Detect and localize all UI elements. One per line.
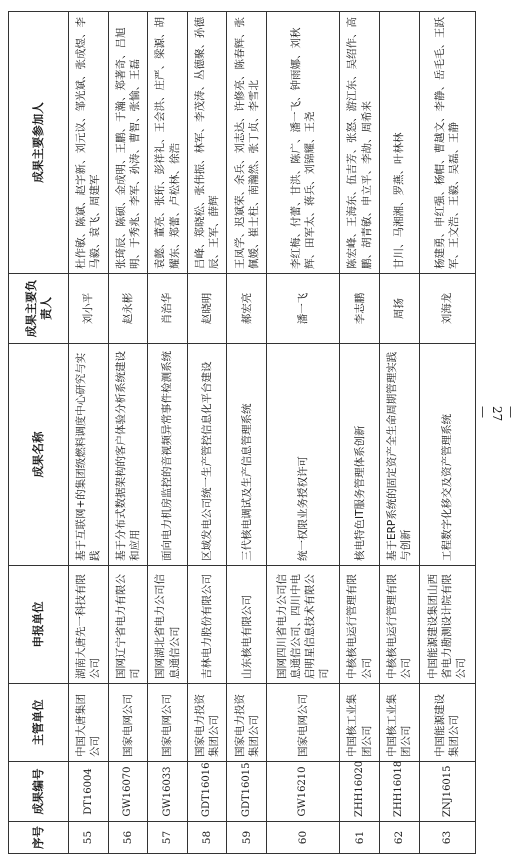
table-row — [340, 12, 380, 854]
cell-seq: 57 — [148, 822, 188, 854]
header-seq: 序号 — [9, 822, 69, 854]
cell-authority: 中国核工业集团公司 — [340, 684, 380, 762]
table-row — [379, 12, 419, 854]
cell-name: 核电特色IT服务管理体系创新 — [340, 344, 380, 566]
cell-members: 甘川、马湘湘、罗燕、叶林林 — [379, 12, 419, 274]
header-lead: 成果主要负责人 — [9, 274, 69, 344]
cell-members: 杨建勇、申红强、杨帽、曹越文、李静、岳毛毛、王跃军、王文浩、王毅、吴磊、王静 — [419, 12, 475, 274]
cell-applicant: 国网辽宁省电力有限公司 — [108, 566, 148, 684]
table-row — [267, 12, 340, 854]
cell-authority: 国家电力投资集团公司 — [227, 684, 267, 762]
cell-name: 基于分布式数据架构的客户体验分析系统建设和应用 — [108, 344, 148, 566]
cell-name: 三代核电调试及生产信息管理系统 — [227, 344, 267, 566]
cell-code: GDT16016 — [187, 762, 227, 822]
cell-code: GW16070 — [108, 762, 148, 822]
cell-members: 吕峰、郑晓松、张伟振、林军、李茂涛、丛德聚、孙德辰、王军、薛辉 — [187, 12, 227, 274]
cell-applicant: 国网湖北省电力公司信息通信公司 — [148, 566, 188, 684]
cell-authority: 中国能源建设集团公司 — [419, 684, 475, 762]
cell-seq: 60 — [267, 822, 340, 854]
cell-name: 面向电力机房监控的音视频异常事件检测系统 — [148, 344, 188, 566]
cell-lead: 周扬 — [379, 274, 419, 344]
cell-applicant: 吉林电力股份有限公司 — [187, 566, 227, 684]
header-code: 成果编号 — [9, 762, 69, 822]
cell-lead: 赵晓明 — [187, 274, 227, 344]
cell-members: 袁懿、董亮、张珩、彭祥礼、王会洪、庄严、梁源、胡耀东、郑蕾、卢松林、徐浩 — [148, 12, 188, 274]
cell-seq: 58 — [187, 822, 227, 854]
rotated-table-page — [8, 12, 476, 854]
cell-applicant: 山东核电有限公司 — [227, 566, 267, 684]
cell-applicant: 国网四川省电力公司信息通信公司、四川中电启明星信息技术有限公司 — [267, 566, 340, 684]
cell-lead: 李志鹏 — [340, 274, 380, 344]
cell-authority: 国家电网公司 — [267, 684, 340, 762]
cell-name: 工程数字化移交及资产管理系统 — [419, 344, 475, 566]
cell-authority: 国家电力投资集团公司 — [187, 684, 227, 762]
cell-seq: 55 — [69, 822, 109, 854]
table-row — [148, 12, 188, 854]
cell-lead: 肖治华 — [148, 274, 188, 344]
cell-applicant: 湖南大唐先一科技有限公司 — [69, 566, 109, 684]
cell-lead: 潘一飞 — [267, 274, 340, 344]
cell-seq: 61 — [340, 822, 380, 854]
cell-members: 陈宏峰、王海东、伍吉芳、张怒、游江东、吴绍作、高鹏、胡青敏、申立平、李劼、周希来 — [340, 12, 380, 274]
cell-authority: 中国大唐集团公司 — [69, 684, 109, 762]
cell-code: ZHH16020 — [340, 762, 380, 822]
cell-lead: 刘海龙 — [419, 274, 475, 344]
table-row — [187, 12, 227, 854]
cell-authority: 中国核工业集团公司 — [379, 684, 419, 762]
cell-members: 王凤学、迟斌荣、余兵、刘志达、许修亮、陈春辉、张佩媛、崔士柱、南瀚然、张丁贞、李雪北 — [227, 12, 267, 274]
table-row — [419, 12, 475, 854]
cell-name: 区域发电公司统一生产管控信息化平台建设 — [187, 344, 227, 566]
cell-authority: 国家电网公司 — [148, 684, 188, 762]
cell-authority: 国家电网公司 — [108, 684, 148, 762]
header-members: 成果主要参加人 — [9, 12, 69, 274]
cell-seq: 63 — [419, 822, 475, 854]
cell-name: 统一权限业务授权许可 — [267, 344, 340, 566]
cell-code: DT16004 — [69, 762, 109, 822]
cell-code: ZNJ16015 — [419, 762, 475, 822]
cell-members: 杜作敏、陈斌、赵宇新、刘元议、邹光斌、张成煜、李马毅、袁飞、周建军 — [69, 12, 109, 274]
header-row — [9, 12, 69, 854]
table-row — [227, 12, 267, 854]
cell-seq: 59 — [227, 822, 267, 854]
cell-applicant: 中核核电运行管理有限公司 — [340, 566, 380, 684]
cell-members: 张琦辰、陈硕、金成明、王鹏、于瀚、郑著奇、吕旭明、于秀兆、李军、孙涛、曹智、张愉、王磊 — [108, 12, 148, 274]
header-name: 成果名称 — [9, 344, 69, 566]
cell-seq: 62 — [379, 822, 419, 854]
cell-code: GW16210 — [267, 762, 340, 822]
table-row — [69, 12, 109, 854]
cell-name: 基于ERP系统的固定资产全生命周期管理实践与创新 — [379, 344, 419, 566]
page-number: —27— — [476, 406, 518, 422]
cell-code: ZHH16018 — [379, 762, 419, 822]
achievement-table — [8, 11, 476, 854]
cell-lead: 郝宏亮 — [227, 274, 267, 344]
cell-applicant: 中国能源建设集团山西省电力勘测设计院有限公司 — [419, 566, 475, 684]
cell-name: 基于互联网+的集团级燃料调度中心研究与实践 — [69, 344, 109, 566]
cell-code: GW16033 — [148, 762, 188, 822]
cell-applicant: 中核核电运行管理有限公司 — [379, 566, 419, 684]
cell-code: GDT16015 — [227, 762, 267, 822]
cell-seq: 56 — [108, 822, 148, 854]
table-row — [108, 12, 148, 854]
header-applicant: 申报单位 — [9, 566, 69, 684]
cell-lead: 赵永彬 — [108, 274, 148, 344]
cell-lead: 刘小平 — [69, 274, 109, 344]
header-authority: 主管单位 — [9, 684, 69, 762]
cell-members: 李红梅、付蕾、甘洪、陈广、潘一飞、钟雨娜、刘秋辉、田军太、蒋兵、刘锦耀、王尧 — [267, 12, 340, 274]
